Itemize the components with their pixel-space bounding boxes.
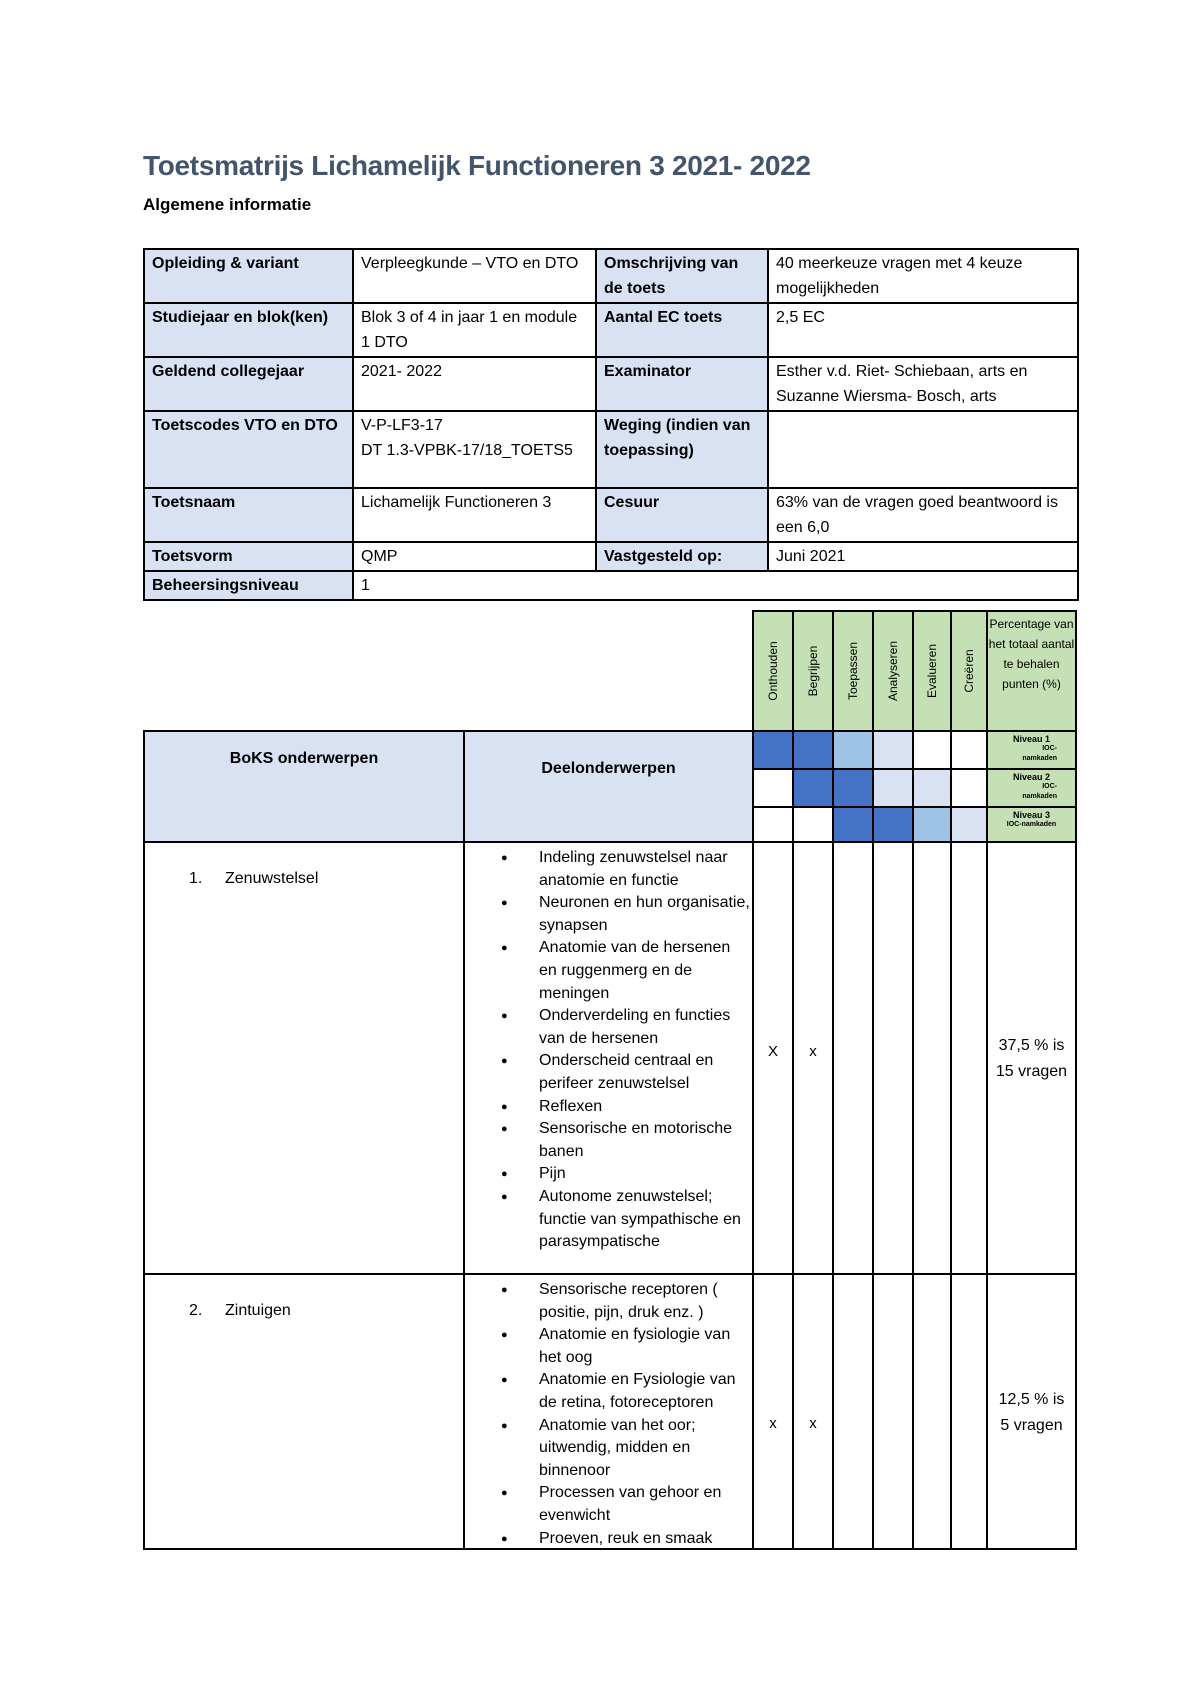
examinator-value: Esther v.d. Riet- Schiebaan, arts en Suzanne Wiersma- Bosch, arts xyxy=(768,357,1078,411)
level-header-creeren xyxy=(950,610,988,732)
ec-label: Aantal EC toets xyxy=(596,303,768,357)
niveau-label: Niveau 2 xyxy=(1012,772,1051,782)
niveau-3-cell xyxy=(986,806,1077,843)
vastgesteld-label: Vastgesteld op: xyxy=(596,542,768,571)
level-cell xyxy=(950,730,988,770)
level-cell xyxy=(832,806,874,843)
percentage-line-1: 37,5 % is xyxy=(998,1037,1065,1054)
subtopics-cell xyxy=(463,841,754,1275)
percentage-line-1: 12,5 % is xyxy=(998,1391,1065,1408)
list-item: ● Anatomie en fysiologie van het oog xyxy=(465,1324,752,1369)
namkaden-label: namkaden xyxy=(1022,755,1057,762)
topic-cell-zintuigen xyxy=(143,1273,465,1550)
cesuur-value: 63% van de vragen goed beantwoord is een 6,0 xyxy=(768,488,1078,542)
percentage-line-2: 5 vragen xyxy=(1000,1417,1063,1434)
level-header-evalueren xyxy=(912,610,952,732)
list-item: ● Onderverdeling en functies van de hersenen xyxy=(465,1005,752,1050)
list-item: ● Processen van gehoor en evenwicht xyxy=(465,1482,752,1527)
level-label: Analyseren xyxy=(886,640,900,702)
level-cell xyxy=(950,806,988,843)
level-label: Toepassen xyxy=(846,641,860,701)
table-row xyxy=(144,488,1078,542)
mark-cell xyxy=(792,1273,834,1550)
weging-label: Weging (indien van toepassing) xyxy=(596,411,768,488)
toetscode-dto: DT 1.3-VPBK-17/18_TOETS5 xyxy=(361,442,573,459)
subtopic-list xyxy=(465,847,752,1254)
ioc-label: IOC- xyxy=(1042,745,1057,752)
collegejaar-value: 2021- 2022 xyxy=(353,357,596,411)
list-item: ● Anatomie en Fysiologie van de retina, fotoreceptoren xyxy=(465,1369,752,1414)
level-cell xyxy=(752,768,794,808)
toetscode-vto: V-P-LF3-17 xyxy=(361,417,443,434)
list-item: ● Onderscheid centraal en perifeer zenuwstelsel xyxy=(465,1050,752,1095)
list-item: ● Anatomie van het oor; uitwendig, midden en binnenoor xyxy=(465,1415,752,1483)
mark-begrijpen: x xyxy=(809,1415,817,1432)
table-row xyxy=(144,542,1078,571)
mark-cell xyxy=(950,841,988,1275)
mark-onthouden: X xyxy=(767,1043,778,1060)
mark-cell xyxy=(832,1273,874,1550)
level-label: Onthouden xyxy=(766,641,780,701)
list-item: ● Indeling zenuwstelsel naar anatomie en functie xyxy=(465,847,752,892)
collegejaar-label: Geldend collegejaar xyxy=(144,357,353,411)
level-header-begrijpen xyxy=(792,610,834,732)
level-cell xyxy=(752,730,794,770)
level-cell xyxy=(912,730,952,770)
toetsnaam-label: Toetsnaam xyxy=(144,488,353,542)
level-cell xyxy=(832,730,874,770)
level-cell xyxy=(912,768,952,808)
niveau-label: Niveau 1 xyxy=(1012,734,1051,744)
level-cell xyxy=(872,730,914,770)
level-cell xyxy=(872,768,914,808)
niveau-2-cell xyxy=(986,768,1077,808)
mark-cell xyxy=(872,1273,914,1550)
level-cell xyxy=(832,768,874,808)
percentage-cell xyxy=(986,841,1077,1275)
level-header-analyseren xyxy=(872,610,914,732)
subtopic-list xyxy=(465,1279,752,1550)
toetsvorm-label: Toetsvorm xyxy=(144,542,353,571)
topic-cell-zenuwstelsel xyxy=(143,841,465,1275)
general-info-table xyxy=(143,248,1079,601)
level-cell xyxy=(752,806,794,843)
mark-cell xyxy=(912,1273,952,1550)
studiejaar-label: Studiejaar en blok(ken) xyxy=(144,303,353,357)
mark-cell xyxy=(950,1273,988,1550)
topic-name: Zenuwstelsel xyxy=(225,870,319,887)
level-header-toepassen xyxy=(832,610,874,732)
toetscodes-label: Toetscodes VTO en DTO xyxy=(144,411,353,488)
list-item: ● Proeven, reuk en smaak xyxy=(465,1528,752,1551)
table-row xyxy=(144,571,1078,600)
table-row xyxy=(144,357,1078,411)
level-cell xyxy=(792,730,834,770)
niveau-label: Niveau 3 xyxy=(1012,810,1051,820)
toetsvorm-value: QMP xyxy=(353,542,596,571)
list-item: ● Sensorische receptoren ( positie, pijn, druk enz. ) xyxy=(465,1279,752,1324)
topic-number: 2. xyxy=(189,1302,203,1319)
mark-cell xyxy=(912,841,952,1275)
list-item: ● Neuronen en hun organisatie, synapsen xyxy=(465,892,752,937)
level-label: Evalueren xyxy=(925,643,939,699)
mark-cell xyxy=(832,841,874,1275)
topic-number: 1. xyxy=(189,870,203,887)
examinator-label: Examinator xyxy=(596,357,768,411)
level-label: Begrijpen xyxy=(806,645,820,697)
percentage-value xyxy=(988,1033,1075,1085)
table-row xyxy=(144,411,1078,488)
omschrijving-value: 40 meerkeuze vragen met 4 keuze mogelijkheden xyxy=(768,249,1078,303)
beheersing-value: 1 xyxy=(353,571,1078,600)
ioc-namkaden-label: IOC-namkaden xyxy=(1006,821,1057,828)
boks-header: BoKS onderwerpen xyxy=(143,730,465,843)
level-cell xyxy=(792,806,834,843)
test-matrix xyxy=(143,610,1077,1550)
percentage-header: Percentage van het totaal aantal te behalen punten (%) xyxy=(986,610,1077,732)
table-row xyxy=(144,249,1078,303)
level-cell xyxy=(950,768,988,808)
ec-value: 2,5 EC xyxy=(768,303,1078,357)
table-row xyxy=(144,303,1078,357)
toetscodes-value xyxy=(353,411,596,488)
cesuur-label: Cesuur xyxy=(596,488,768,542)
mark-cell xyxy=(752,1273,794,1550)
ioc-label: IOC- xyxy=(1042,783,1057,790)
topic-name: Zintuigen xyxy=(225,1302,291,1319)
percentage-value xyxy=(988,1387,1075,1439)
mark-onthouden: x xyxy=(769,1415,777,1432)
page-title: Toetsmatrijs Lichamelijk Functioneren 3 2021- 2022 xyxy=(143,150,811,181)
list-item: ● Reflexen xyxy=(465,1096,752,1119)
vastgesteld-value: Juni 2021 xyxy=(768,542,1078,571)
list-item: ● Autonome zenuwstelsel; functie van sympathische en parasympatische xyxy=(465,1186,752,1254)
studiejaar-value: Blok 3 of 4 in jaar 1 en module 1 DTO xyxy=(353,303,596,357)
mark-begrijpen: x xyxy=(809,1043,817,1060)
mark-cell xyxy=(752,841,794,1275)
opleiding-value: Verpleegkunde – VTO en DTO xyxy=(353,249,596,303)
deel-header: Deelonderwerpen xyxy=(463,730,754,843)
level-cell xyxy=(792,768,834,808)
mark-cell xyxy=(872,841,914,1275)
weging-value xyxy=(768,411,1078,488)
list-item: ● Pijn xyxy=(465,1163,752,1186)
list-item: ● Anatomie van de hersenen en ruggenmerg en de meningen xyxy=(465,937,752,1005)
level-header-onthouden xyxy=(752,610,794,732)
opleiding-label: Opleiding & variant xyxy=(144,249,353,303)
namkaden-label: namkaden xyxy=(1022,793,1057,800)
level-cell xyxy=(912,806,952,843)
subtopics-cell xyxy=(463,1273,754,1550)
level-cell xyxy=(872,806,914,843)
niveau-1-cell xyxy=(986,730,1077,770)
mark-cell xyxy=(792,841,834,1275)
percentage-line-2: 15 vragen xyxy=(995,1063,1068,1080)
section-subtitle: Algemene informatie xyxy=(143,195,312,214)
toetsnaam-value: Lichamelijk Functioneren 3 xyxy=(353,488,596,542)
level-label: Creëren xyxy=(962,649,976,693)
omschrijving-label: Omschrijving van de toets xyxy=(596,249,768,303)
list-item: ● Sensorische en motorische banen xyxy=(465,1118,752,1163)
beheersing-label: Beheersingsniveau xyxy=(144,571,353,600)
percentage-cell xyxy=(986,1273,1077,1550)
